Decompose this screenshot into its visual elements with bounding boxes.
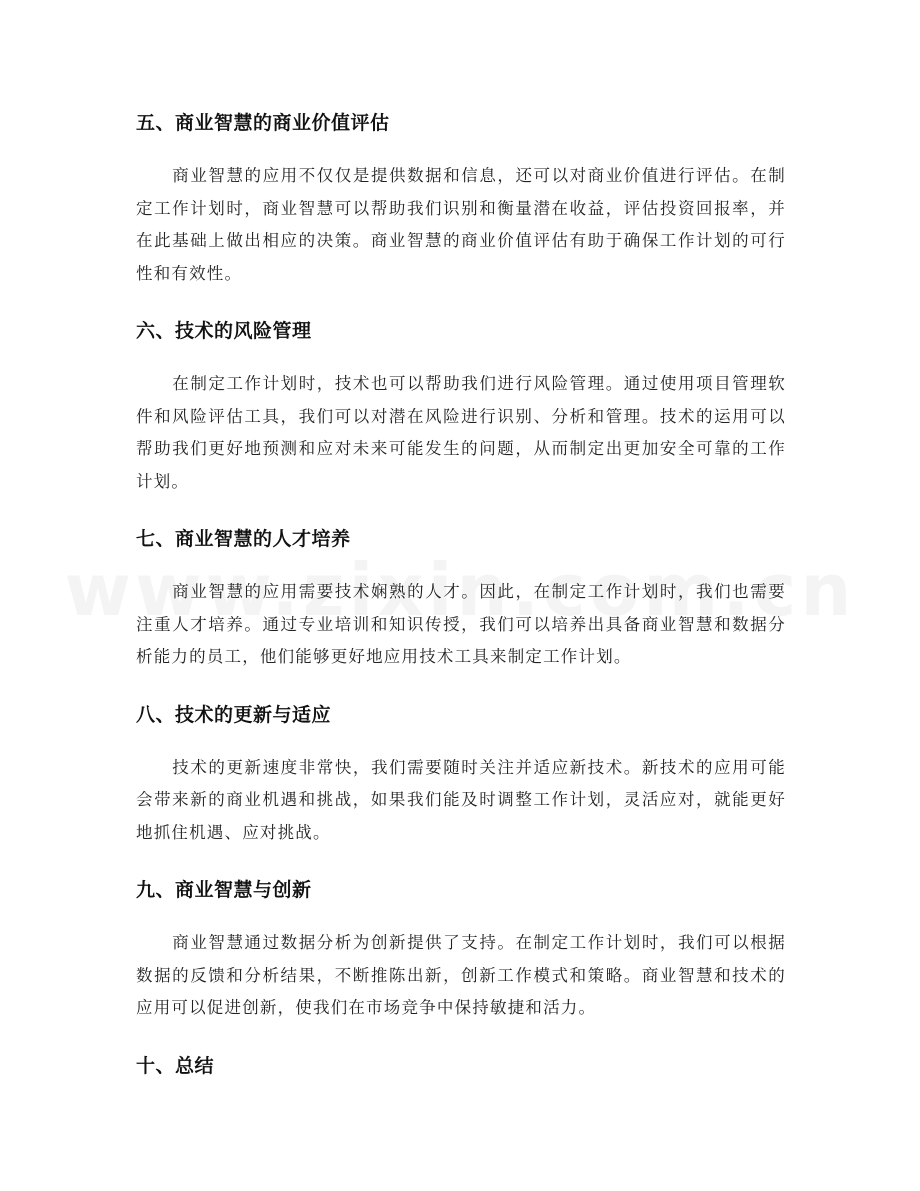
section-heading: 五、商业智慧的商业价值评估: [136, 112, 390, 134]
section-paragraph: 商业智慧的应用需要技术娴熟的人才。因此，在制定工作计划时，我们也需要注重人才培养。通过专业培训和知识传授，我们可以培养出具备商业智慧和数据分析能力的员工，他们能够更好地应用技术工具来制定工作计划。: [136, 582, 786, 666]
section-paragraph: 商业智慧通过数据分析为创新提供了支持。在制定工作计划时，我们可以根据数据的反馈和分析结果，不断推陈出新，创新工作模式和策略。商业智慧和技术的应用可以促进创新，使我们在市场竞争中保持敏捷和活力。: [136, 933, 786, 1017]
section-9: [136, 871, 786, 1025]
section-paragraph: 商业智慧的应用不仅仅是提供数据和信息，还可以对商业价值进行评估。在制定工作计划时，商业智慧可以帮助我们识别和衡量潜在收益，评估投资回报率，并在此基础上做出相应的决策。商业智慧的商业价值评估有助于确保工作计划的可行性和有效性。: [136, 166, 786, 283]
section-heading: 九、商业智慧与创新: [136, 879, 312, 901]
section-heading: 十、总结: [136, 1054, 215, 1077]
section-7: [136, 520, 786, 674]
section-10: [136, 1047, 786, 1085]
section-8: [136, 696, 786, 850]
section-heading: 七、商业智慧的人才培养: [136, 528, 351, 550]
section-paragraph: 在制定工作计划时，技术也可以帮助我们进行风险管理。通过使用项目管理软件和风险评估工具，我们可以对潜在风险进行识别、分析和管理。技术的运用可以帮助我们更好地预测和应对未来可能发生的问题，从而制定出更加安全可靠的工作计划。: [136, 374, 786, 491]
section-6: [136, 312, 786, 498]
section-heading: 六、技术的风险管理: [136, 320, 312, 342]
document-page: [136, 104, 786, 1107]
section-paragraph: 技术的更新速度非常快，我们需要随时关注并适应新技术。新技术的应用可能会带来新的商业机遇和挑战，如果我们能及时调整工作计划，灵活应对，就能更好地抓住机遇、应对挑战。: [136, 757, 786, 842]
section-heading: 八、技术的更新与适应: [136, 703, 332, 726]
section-5: [136, 104, 786, 290]
